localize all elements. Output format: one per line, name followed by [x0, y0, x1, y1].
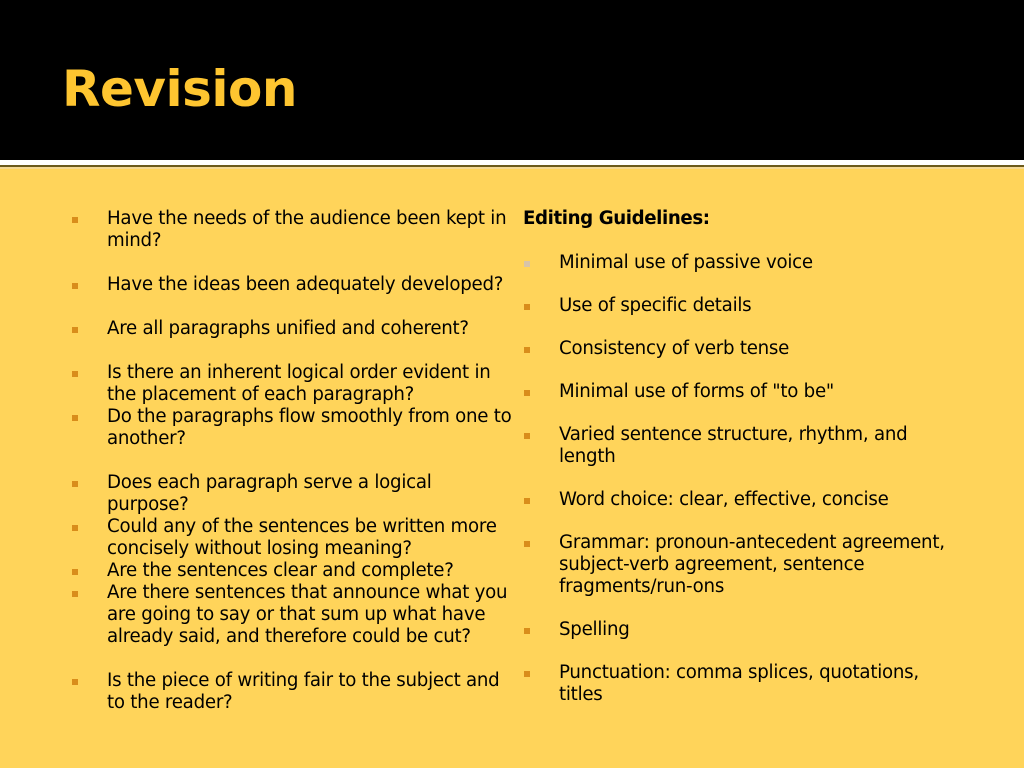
square-bullet-icon — [72, 525, 78, 531]
square-bullet-icon — [524, 498, 530, 504]
square-bullet-icon — [72, 591, 78, 597]
list-item-text: Use of specific details — [559, 295, 752, 316]
square-bullet-icon — [524, 671, 530, 677]
square-bullet-icon — [524, 347, 530, 353]
editing-guidelines-heading: Editing Guidelines: — [523, 208, 710, 229]
revision-questions-column — [70, 208, 514, 714]
list-item-text: Do the paragraphs flow smoothly from one to another? — [107, 406, 512, 449]
square-bullet-icon — [524, 261, 530, 267]
divider-highlight — [0, 167, 1024, 169]
list-item-text: Could any of the sentences be written more concisely without losing meaning? — [107, 516, 497, 559]
square-bullet-icon — [524, 433, 530, 439]
list-item-text: Have the ideas been adequately developed? — [107, 274, 504, 295]
list-item — [522, 532, 962, 598]
list-item-text: Punctuation: comma splices, quotations, titles — [559, 662, 919, 705]
revision-questions-list — [70, 208, 514, 714]
square-bullet-icon — [72, 569, 78, 575]
list-item-text: Are there sentences that announce what you are going to say or that sum up what have already said, and therefore could be cut? — [107, 582, 508, 647]
editing-guidelines-list — [522, 252, 962, 706]
square-bullet-icon — [72, 481, 78, 487]
slide-title: Revision — [62, 60, 297, 118]
list-item-text: Is the piece of writing fair to the subject and to the reader? — [107, 670, 500, 713]
list-item-text: Are the sentences clear and complete? — [107, 560, 454, 581]
square-bullet-icon — [72, 283, 78, 289]
square-bullet-icon — [524, 304, 530, 310]
list-item-text: Is there an inherent logical order evident in the placement of each paragraph? — [107, 362, 491, 405]
list-item-text: Minimal use of forms of "to be" — [559, 381, 835, 402]
list-item — [522, 338, 962, 360]
list-item-text: Spelling — [559, 619, 630, 640]
square-bullet-icon — [72, 415, 78, 421]
list-item — [70, 670, 514, 714]
square-bullet-icon — [524, 390, 530, 396]
list-item — [70, 362, 514, 406]
list-item-text: Minimal use of passive voice — [559, 252, 813, 273]
list-item — [70, 582, 514, 648]
list-item — [522, 662, 962, 706]
square-bullet-icon — [524, 541, 530, 547]
list-item — [522, 252, 962, 274]
editing-guidelines-column — [522, 208, 962, 706]
title-bar — [0, 0, 1024, 160]
list-item — [70, 274, 514, 296]
square-bullet-icon — [72, 371, 78, 377]
list-item — [70, 516, 514, 560]
list-item — [70, 208, 514, 252]
list-item-text: Have the needs of the audience been kept in mind? — [107, 208, 507, 251]
square-bullet-icon — [72, 679, 78, 685]
list-item — [70, 472, 514, 516]
square-bullet-icon — [524, 628, 530, 634]
square-bullet-icon — [72, 327, 78, 333]
list-item-text: Varied sentence structure, rhythm, and length — [559, 424, 908, 467]
list-item — [522, 424, 962, 468]
list-item-text: Grammar: pronoun-antecedent agreement, subject-verb agreement, sentence fragments/run-ons — [559, 532, 945, 597]
list-item — [522, 489, 962, 511]
list-item — [522, 619, 962, 641]
square-bullet-icon — [72, 217, 78, 223]
list-item-text: Consistency of verb tense — [559, 338, 790, 359]
list-item — [522, 295, 962, 317]
list-item — [70, 406, 514, 450]
list-item — [70, 318, 514, 340]
list-item — [522, 381, 962, 403]
list-item-text: Word choice: clear, effective, concise — [559, 489, 889, 510]
list-item — [70, 560, 514, 582]
list-item-text: Are all paragraphs unified and coherent? — [107, 318, 469, 339]
list-item-text: Does each paragraph serve a logical purpose? — [107, 472, 432, 515]
